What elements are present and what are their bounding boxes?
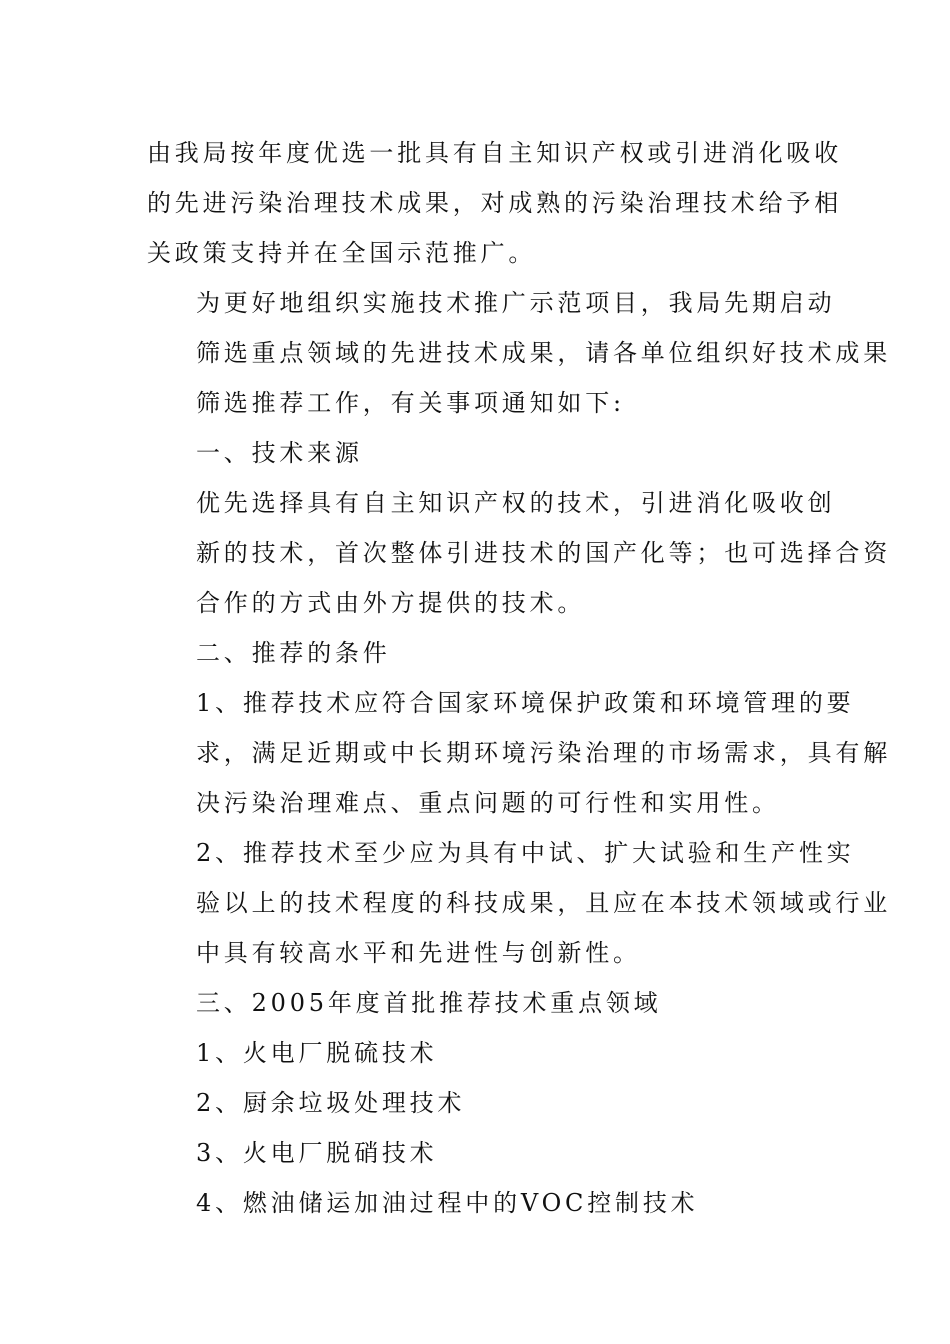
document-body: [147, 128, 891, 1228]
text-line: 优先选择具有自主知识产权的技术，引进消化吸收创: [196, 489, 836, 517]
condition-item-2: [147, 828, 891, 978]
condition-item-1: [147, 678, 891, 828]
text-line: 筛选推荐工作，有关事项通知如下:: [196, 389, 625, 417]
text-line: 决污染治理难点、重点问题的可行性和实用性。: [196, 789, 780, 817]
section-heading-conditions: [147, 628, 807, 678]
text-line: 求，满足近期或中长期环境污染治理的市场需求，具有解: [196, 739, 891, 767]
section-heading-key-areas: [147, 978, 807, 1028]
paragraph-intro: [147, 278, 891, 428]
text-line: 1、火电厂脱硫技术: [196, 1039, 438, 1067]
text-line: 2、推荐技术至少应为具有中试、扩大试验和生产性实: [196, 839, 855, 867]
text-line: 新的技术，首次整体引进技术的国产化等；也可选择合资: [196, 539, 891, 567]
text-line: 三、2005年度首批推荐技术重点领域: [196, 989, 662, 1017]
text-line: 为更好地组织实施技术推广示范项目，我局先期启动: [196, 289, 836, 317]
text-line: 一、技术来源: [196, 439, 363, 467]
key-area-item-4: [147, 1178, 807, 1228]
text-line: 4、燃油储运加油过程中的VOC控制技术: [196, 1189, 699, 1217]
text-line: 中具有较高水平和先进性与创新性。: [196, 939, 641, 967]
key-area-item-2: [147, 1078, 807, 1128]
text-line: 3、火电厂脱硝技术: [196, 1139, 438, 1167]
key-area-item-1: [147, 1028, 807, 1078]
section-heading-technology-source: [147, 428, 807, 478]
key-area-item-3: [147, 1128, 807, 1178]
text-line: 合作的方式由外方提供的技术。: [196, 589, 586, 617]
text-line: 关政策支持并在全国示范推广。: [147, 239, 537, 267]
text-line: 验以上的技术程度的科技成果，且应在本技术领域或行业: [196, 889, 891, 917]
text-line: 二、推荐的条件: [196, 639, 391, 667]
paragraph-continuation: [147, 128, 842, 278]
text-line: 筛选重点领域的先进技术成果，请各单位组织好技术成果: [196, 339, 891, 367]
text-line: 由我局按年度优选一批具有自主知识产权或引进消化吸收: [147, 139, 842, 167]
text-line: 1、推荐技术应符合国家环境保护政策和环境管理的要: [196, 689, 855, 717]
paragraph-technology-source: [147, 478, 891, 628]
text-line: 的先进污染治理技术成果，对成熟的污染治理技术给予相: [147, 189, 842, 217]
text-line: 2、厨余垃圾处理技术: [196, 1089, 466, 1117]
